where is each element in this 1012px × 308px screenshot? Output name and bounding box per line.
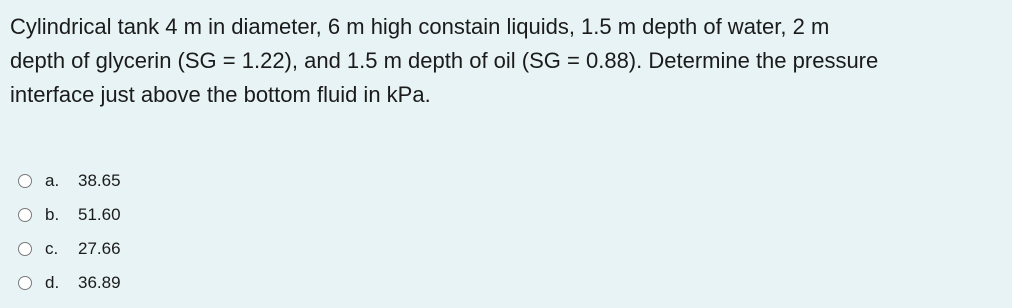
answer-letter: a. [45, 171, 60, 190]
question-text [10, 10, 1010, 112]
answer-option-d[interactable] [18, 266, 1012, 300]
answer-option-c[interactable] [18, 232, 1012, 266]
radio-button-icon[interactable] [18, 208, 32, 222]
answer-letter: c. [45, 239, 59, 258]
answer-value: 36.89 [78, 273, 121, 292]
answer-letter: d. [45, 273, 60, 292]
radio-button-icon[interactable] [18, 276, 32, 290]
question-line-1: Cylindrical tank 4 m in diameter, 6 m high constain liquids, 1.5 m depth of water, 2 m [10, 14, 830, 39]
question-line-3: interface just above the bottom fluid in kPa. [10, 82, 431, 107]
answer-letter: b. [45, 205, 60, 224]
radio-button-icon[interactable] [18, 174, 32, 188]
answer-options [18, 164, 1012, 300]
answer-option-b[interactable] [18, 198, 1012, 232]
radio-button-icon[interactable] [18, 242, 32, 256]
answer-value: 27.66 [78, 239, 121, 258]
answer-value: 38.65 [78, 171, 121, 190]
question-line-2: depth of glycerin (SG = 1.22), and 1.5 m depth of oil (SG = 0.88). Determine the pressure [10, 48, 879, 73]
answer-value: 51.60 [78, 205, 121, 224]
answer-option-a[interactable] [18, 164, 1012, 198]
